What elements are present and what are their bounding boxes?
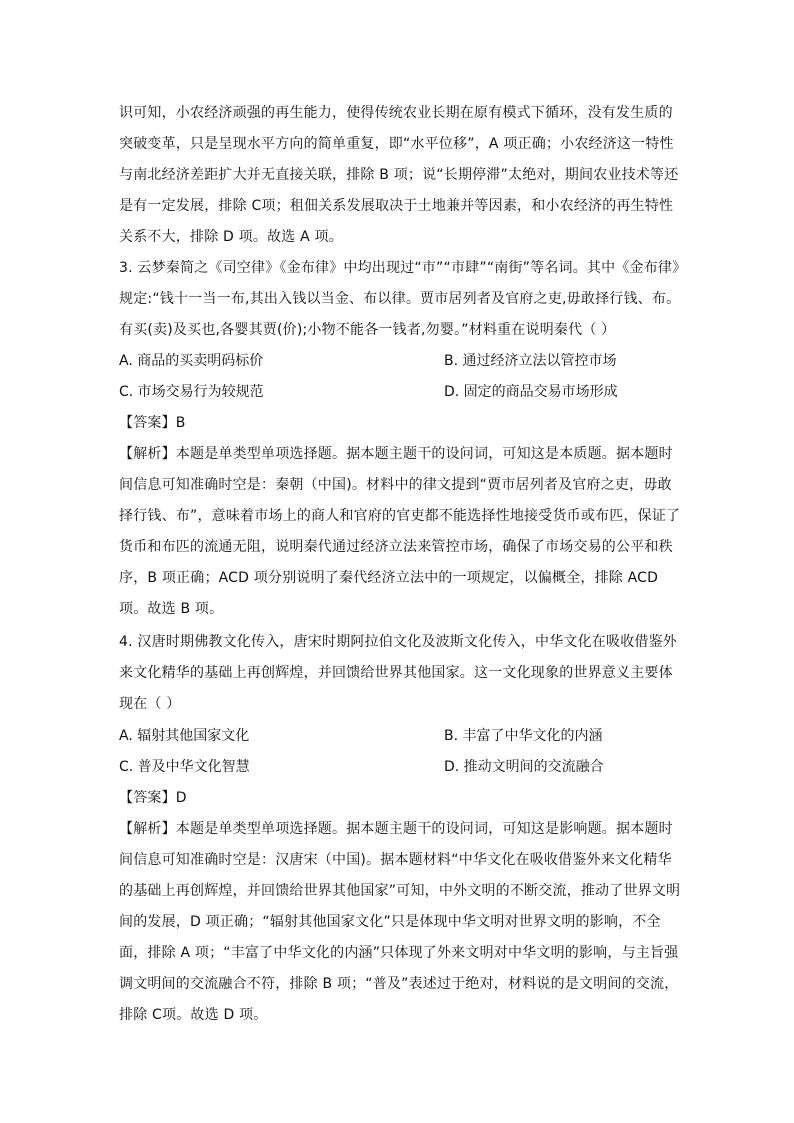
- analysis-line: 间信息可知准确时空是：汉唐宋（中国)。据本题材料“中华文化在吸收借鉴外来文化精华: [119, 852, 672, 868]
- question-stem: 3. 云梦秦简之《司空律》《金布律》中均出现过“市”“市肆”“南街”等名词。其中《金布律》: [119, 260, 687, 276]
- analysis-line: 间的发展，D 项正确；“辐射其他国家文化”只是体现中华文明对世界文明的影响，不全: [119, 914, 661, 930]
- analysis-line: 间信息可知准确时空是：秦朝（中国)。材料中的律文提到“贾市居列者及官府之吏，毋敢: [119, 477, 672, 493]
- analysis-line: 的基础上再创辉煌，并回馈给世界其他国家”可知，中外文明的不断交流，推动了世界文明: [119, 883, 681, 899]
- answer-label: 【答案】D: [119, 790, 187, 806]
- analysis-line: 【解析】本题是单类型单项选择题。据本题主题干的设问词，可知这是本质题。据本题时: [119, 446, 673, 462]
- paragraph-line: 是有一定发展，排除 C项；租佃关系发展取决于土地兼并等因素，和小农经济的再生特性: [119, 198, 674, 214]
- option-c: C. 普及中华文化智慧: [119, 759, 250, 775]
- analysis-line: 项。故选 B 项。: [119, 601, 224, 617]
- question-stem: 来文化精华的基础上再创辉煌，并回馈给世界其他国家。这一文化现象的世界意义主要体: [119, 665, 673, 681]
- option-d: D. 固定的商品交易市场形成: [444, 384, 618, 400]
- analysis-line: 面，排除 A 项；“丰富了中华文化的内涵”只体现了外来文明对中华文明的影响，与主旨强: [119, 945, 679, 961]
- analysis-line: 择行钱、布”，意味着市场上的商人和官府的官吏都不能选择性地接受货币或布匹，保证了: [119, 508, 681, 524]
- analysis-line: 排除 C项。故选 D 项。: [119, 1007, 268, 1023]
- option-b: B. 丰富了中华文化的内涵: [444, 728, 603, 744]
- paragraph-line: 与南北经济差距扩大并无直接关联，排除 B 项；说“长期停滞”太绝对，期间农业技术等还: [119, 167, 679, 183]
- paragraph-line: 关系不大，排除 D 项。故选 A 项。: [119, 229, 343, 245]
- paragraph-line: 识可知，小农经济顽强的再生能力，使得传统农业长期在原有模式下循环，没有发生质的: [119, 105, 673, 121]
- question-stem: 有买(卖)及买也,各婴其贾(价);小物不能各一钱者,勿婴。”材料重在说明秦代（ ）: [119, 322, 616, 338]
- option-a: A. 辐射其他国家文化: [119, 728, 250, 744]
- question-stem: 4. 汉唐时期佛教文化传入，唐宋时期阿拉伯文化及波斯文化传入，中华文化在吸收借鉴外: [119, 634, 678, 650]
- analysis-line: 调文明间的交流融合不符，排除 B 项；“普及”表述过于绝对，材料说的是文明间的交流，: [119, 976, 679, 992]
- option-c: C. 市场交易行为较规范: [119, 384, 264, 400]
- option-a: A. 商品的买卖明码标价: [119, 353, 264, 369]
- analysis-line: 货币和布匹的流通无阻，说明秦代通过经济立法来管控市场，确保了市场交易的公平和秩: [119, 539, 673, 555]
- option-d: D. 推动文明间的交流融合: [444, 759, 604, 775]
- question-stem: 规定:“钱十一当一布,其出入钱以当金、布以律。贾市居列者及官府之吏,毋敢择行钱、布。: [119, 291, 681, 307]
- analysis-line: 序，B 项正确；ACD 项分别说明了秦代经济立法中的一项规定，以偏概全，排除 ACD: [119, 570, 659, 586]
- analysis-line: 【解析】本题是单类型单项选择题。据本题主题干的设问词，可知这是影响题。据本题时: [119, 821, 673, 837]
- question-stem: 现在（ ）: [119, 696, 181, 712]
- answer-label: 【答案】B: [119, 415, 186, 431]
- paragraph-line: 突破变革，只是呈现水平方向的简单重复，即“水平位移”，A 项正确；小农经济这一特性: [119, 136, 674, 152]
- option-b: B. 通过经济立法以管控市场: [444, 353, 617, 369]
